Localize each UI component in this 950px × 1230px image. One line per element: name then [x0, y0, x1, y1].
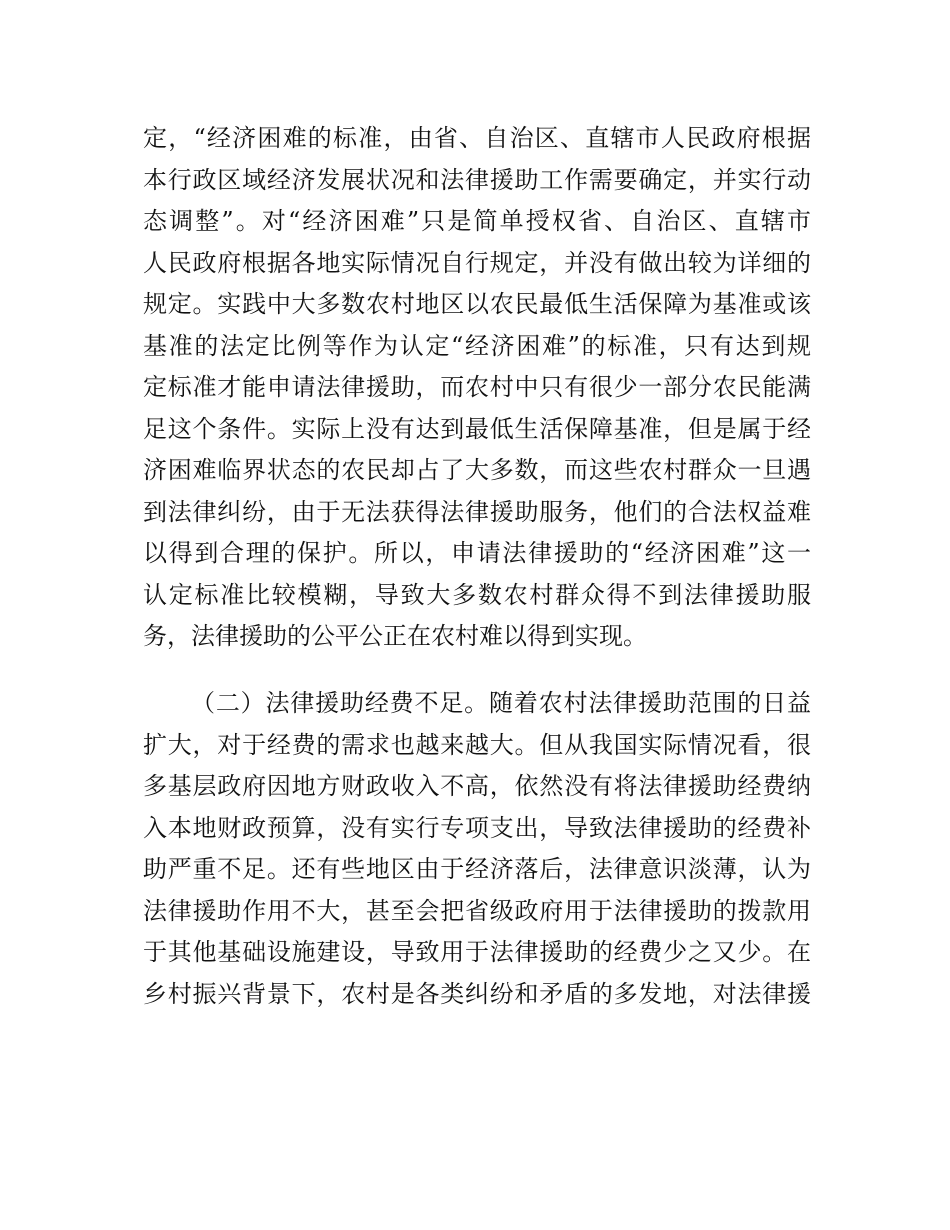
paragraph-line: 乡村振兴背景下，农村是各类纠纷和矛盾的多发地，对法律援 [143, 979, 811, 1008]
paragraph-line: 人民政府根据各地实际情况自行规定，并没有做出较为详细的 [143, 248, 811, 277]
paragraph-line: 认定标准比较模糊，导致大多数农村群众得不到法律援助服 [143, 580, 811, 609]
paragraph-line: 于其他基础设施建设，导致用于法律援助的经费少之又少。在 [143, 938, 811, 966]
paragraph-line: 以得到合理的保护。所以，申请法律援助的“经济困难”这一 [143, 539, 811, 567]
paragraph-line: 到法律纠纷，由于无法获得法律援助服务，他们的合法权益难 [143, 497, 811, 526]
paragraph-line: 多基层政府因地方财政收入不高，依然没有将法律援助经费纳 [143, 772, 811, 800]
paragraph-line: 济困难临界状态的农民却占了大多数，而这些农村群众一旦遇 [143, 456, 811, 484]
paragraph-line: 法律援助作用不大，甚至会把省级政府用于法律援助的拨款用 [143, 896, 811, 925]
paragraph-line: 务，法律援助的公平公正在农村难以得到实现。 [143, 622, 647, 650]
paragraph-line: 本行政区域经济发展状况和法律援助工作需要确定，并实行动 [143, 165, 811, 194]
paragraph-insufficient-funding [143, 683, 811, 1015]
paragraph-line: 态调整”。对“经济困难”只是简单授权省、自治区、直辖市 [143, 207, 811, 235]
paragraph-line: 定标准才能申请法律援助，而农村中只有很少一部分农民能满 [143, 373, 811, 401]
paragraph-line: 助严重不足。还有些地区由于经济落后，法律意识淡薄，认为 [143, 855, 811, 883]
paragraph-line: 扩大，对于经费的需求也越来越大。但从我国实际情况看，很 [143, 730, 811, 759]
paragraph-line: 规定。实践中大多数农村地区以农民最低生活保障为基准或该 [143, 290, 811, 318]
paragraph-line: （二）法律援助经费不足。随着农村法律援助范围的日益 [191, 689, 811, 717]
paragraph-line: 基准的法定比例等作为认定“经济困难”的标准，只有达到规 [143, 331, 811, 360]
paragraph-line: 入本地财政预算，没有实行专项支出，导致法律援助的经费补 [143, 813, 811, 842]
paragraph-line: 足这个条件。实际上没有达到最低生活保障基准，但是属于经 [143, 414, 811, 443]
paragraph-line: 定，“经济困难的标准，由省、自治区、直辖市人民政府根据 [143, 124, 811, 152]
paragraph-economic-hardship-standard [143, 118, 811, 658]
